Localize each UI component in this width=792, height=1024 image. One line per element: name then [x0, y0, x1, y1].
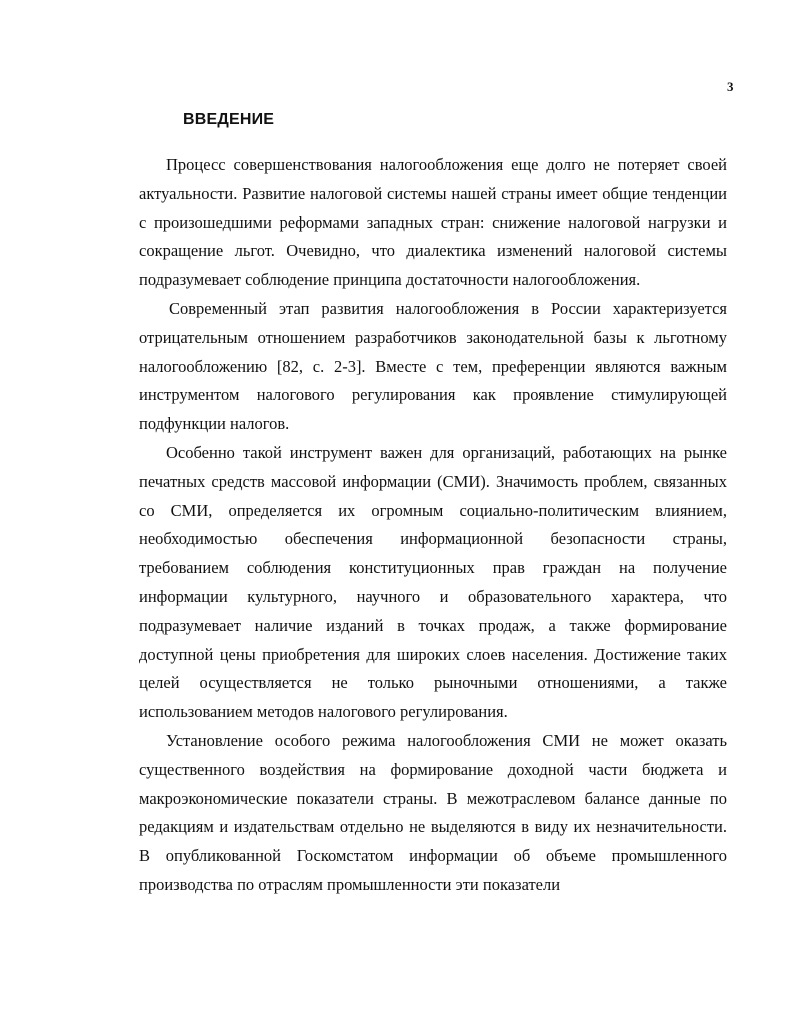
paragraph: Современный этап развития налогообложения в России характеризуется отрицательным отношением разработчиков законодательной базы к льготному налогообложению [82, с. 2-3]. Вместе с тем, преференции являются важным инструментом налогового регулирования как проявление стимулирующей подфункции налогов. [139, 298, 727, 434]
body-text [139, 151, 727, 900]
page-number: 3 [727, 79, 734, 94]
paragraph: Процесс совершенствования налогообложения еще долго не потеряет своей актуальности. Развитие налоговой системы нашей страны имеет общие тенденции с произошедшими реформами западных стран: снижение налоговой нагрузки и сокращение льгот. Очевидно, что диалектика изменений налоговой системы подразумевает соблюдение принципа достаточности налогообложения. [139, 155, 727, 290]
paragraph: Установление особого режима налогообложения СМИ не может оказать существенного воздействия на формирование доходной части бюджета и макроэкономические показатели страны. В межотраслевом балансе данные по редакциям и издательствам отдельно не выделяются в виду их незначительности. В опубликованной Госкомстатом информации об объеме промышленного производства по отраслям промышленности эти показатели [139, 730, 727, 894]
paragraph: Особенно такой инструмент важен для организаций, работающих на рынке печатных средств массовой информации (СМИ). Значимость проблем, связанных со СМИ, определяется их огромным социально-политическим влиянием, необходимостью обеспечения информационной безопасности страны, требованием соблюдения конституционных прав граждан на получение информации культурного, научного и образовательного характера, что подразумевает наличие изданий в точках продаж, а также формирование доступной цены приобретения для широких слоев населения. Достижение таких целей осуществляется не только рыночными отношениями, а также использованием методов налогового регулирования. [139, 442, 727, 722]
page-title: ВВЕДЕНИЕ [183, 111, 275, 128]
